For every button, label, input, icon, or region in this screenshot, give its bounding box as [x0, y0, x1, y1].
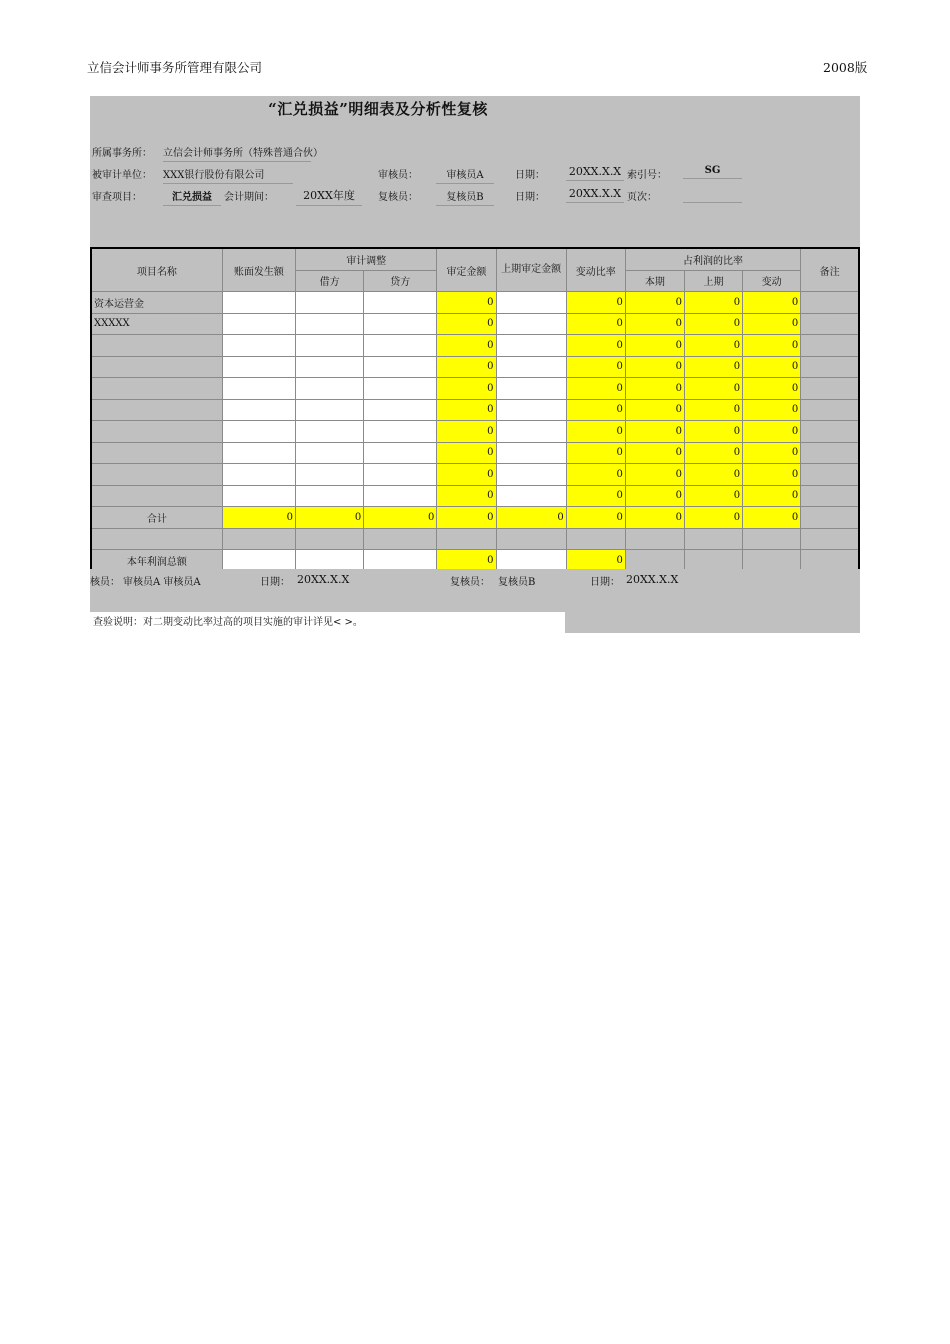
total-credit: 0	[364, 507, 437, 529]
diff-ratio-cell: 0	[743, 485, 801, 507]
total-book: 0	[222, 507, 295, 529]
index-label: 索引号：	[627, 170, 667, 181]
remark-cell[interactable]	[801, 292, 859, 314]
book-cell[interactable]	[222, 292, 295, 314]
col-header-credit: 贷方	[364, 270, 437, 292]
diff-ratio-cell: 0	[743, 442, 801, 464]
audited-cell: 0	[437, 485, 496, 507]
table-row	[91, 356, 859, 378]
prev-cell[interactable]	[496, 399, 566, 421]
remark-cell[interactable]	[801, 335, 859, 357]
total-label: 合计	[91, 507, 222, 529]
diff-ratio-cell: 0	[743, 292, 801, 314]
firm-value: 立信会计师事务所（特殊普通合伙）	[163, 144, 311, 162]
audited-unit-value: XXX银行股份有限公司	[163, 166, 293, 184]
prev-cell[interactable]	[496, 464, 566, 486]
date-label: 日期：	[515, 170, 545, 181]
cur-ratio-cell: 0	[625, 485, 684, 507]
last-ratio-cell: 0	[684, 399, 742, 421]
diff-ratio-cell: 0	[743, 378, 801, 400]
item-name	[91, 464, 222, 486]
last-ratio-cell: 0	[684, 356, 742, 378]
footer-reviewer-label: 核员：	[90, 577, 120, 588]
table-row	[91, 464, 859, 486]
date2-label: 日期：	[515, 192, 545, 203]
debit-cell[interactable]	[296, 421, 364, 443]
credit-cell[interactable]	[364, 399, 437, 421]
cur-ratio-cell: 0	[625, 442, 684, 464]
table-row	[91, 292, 859, 314]
period-value: 20XX年度	[296, 187, 362, 206]
profit-audited: 0	[437, 550, 496, 572]
item-name	[91, 356, 222, 378]
diff-ratio-cell: 0	[743, 464, 801, 486]
item-name	[91, 378, 222, 400]
col-header-cur: 本期	[625, 270, 684, 292]
cur-ratio-cell: 0	[625, 292, 684, 314]
audited-cell: 0	[437, 292, 496, 314]
rechecker-label: 复核员：	[378, 192, 418, 203]
cur-ratio-cell: 0	[625, 399, 684, 421]
form-title: “汇兑损益”明细表及分析性复核	[268, 100, 488, 118]
change-rate-cell: 0	[566, 421, 625, 443]
diff-ratio-cell: 0	[743, 356, 801, 378]
change-rate-cell: 0	[566, 485, 625, 507]
credit-cell[interactable]	[364, 421, 437, 443]
debit-cell[interactable]	[296, 292, 364, 314]
prev-cell[interactable]	[496, 335, 566, 357]
footer-date2-label: 日期：	[590, 577, 620, 588]
change-rate-cell: 0	[566, 292, 625, 314]
total-remark	[801, 507, 859, 529]
page-value	[683, 188, 742, 203]
blank-row	[91, 528, 859, 550]
total-last: 0	[684, 507, 742, 529]
debit-cell[interactable]	[296, 464, 364, 486]
prev-cell[interactable]	[496, 292, 566, 314]
book-cell[interactable]	[222, 399, 295, 421]
remark-cell[interactable]	[801, 485, 859, 507]
reviewer-value: 审核员A	[436, 166, 494, 184]
col-header-name: 项目名称	[91, 248, 222, 292]
remark-cell[interactable]	[801, 421, 859, 443]
audited-cell: 0	[437, 335, 496, 357]
period-label: 会计期间：	[224, 192, 274, 203]
audited-cell: 0	[437, 421, 496, 443]
last-ratio-cell: 0	[684, 442, 742, 464]
table-row	[91, 378, 859, 400]
last-ratio-cell: 0	[684, 292, 742, 314]
detail-table	[90, 247, 860, 573]
remark-cell[interactable]	[801, 313, 859, 335]
last-ratio-cell: 0	[684, 378, 742, 400]
col-header-change-rate: 变动比率	[566, 248, 625, 292]
last-ratio-cell: 0	[684, 464, 742, 486]
footer-date-value: 20XX.X.X	[297, 573, 350, 586]
cur-ratio-cell: 0	[625, 464, 684, 486]
change-rate-cell: 0	[566, 464, 625, 486]
rechecker-value: 复核员B	[436, 188, 494, 206]
remark-cell[interactable]	[801, 378, 859, 400]
book-cell[interactable]	[222, 356, 295, 378]
footer-rechecker-label: 复核员：	[450, 577, 490, 588]
date-value: 20XX.X.X	[566, 165, 624, 181]
book-cell[interactable]	[222, 485, 295, 507]
debit-cell[interactable]	[296, 442, 364, 464]
table-row	[91, 485, 859, 507]
change-rate-cell: 0	[566, 335, 625, 357]
firm-label: 所属事务所：	[92, 148, 152, 159]
audited-cell: 0	[437, 442, 496, 464]
book-cell[interactable]	[222, 421, 295, 443]
prev-cell[interactable]	[496, 442, 566, 464]
prev-cell[interactable]	[496, 421, 566, 443]
item-name	[91, 399, 222, 421]
cur-ratio-cell: 0	[625, 335, 684, 357]
audited-cell: 0	[437, 464, 496, 486]
profit-rate: 0	[566, 550, 625, 572]
remark-cell[interactable]	[801, 356, 859, 378]
diff-ratio-cell: 0	[743, 421, 801, 443]
total-diff: 0	[743, 507, 801, 529]
prev-cell[interactable]	[496, 313, 566, 335]
book-cell[interactable]	[222, 335, 295, 357]
total-audited: 0	[437, 507, 496, 529]
audited-unit-label: 被审计单位：	[92, 170, 152, 181]
col-header-debit: 借方	[296, 270, 364, 292]
debit-cell[interactable]	[296, 399, 364, 421]
debit-cell[interactable]	[296, 378, 364, 400]
remark-cell[interactable]	[801, 442, 859, 464]
review-note	[90, 612, 565, 633]
page-label: 页次：	[627, 192, 657, 203]
audited-cell: 0	[437, 378, 496, 400]
audit-item-label: 审查项目：	[92, 192, 142, 203]
prev-cell[interactable]	[496, 378, 566, 400]
total-debit: 0	[296, 507, 364, 529]
debit-cell[interactable]	[296, 313, 364, 335]
last-ratio-cell: 0	[684, 485, 742, 507]
credit-cell[interactable]	[364, 313, 437, 335]
prev-cell[interactable]	[496, 485, 566, 507]
audited-cell: 0	[437, 399, 496, 421]
audited-cell: 0	[437, 356, 496, 378]
audit-item-value: 汇兑损益	[163, 188, 221, 206]
total-prev: 0	[496, 507, 566, 529]
company-name: 立信会计师事务所管理有限公司	[87, 60, 263, 75]
book-cell[interactable]	[222, 378, 295, 400]
review-note-text: 查验说明：对二期变动比率过高的项目实施的审计详见< >。	[93, 617, 363, 628]
item-name	[91, 485, 222, 507]
credit-cell[interactable]	[364, 485, 437, 507]
col-header-remark: 备注	[801, 248, 859, 292]
date2-value: 20XX.X.X	[566, 187, 624, 203]
version-label: 2008版	[823, 60, 868, 75]
cur-ratio-cell: 0	[625, 378, 684, 400]
cur-ratio-cell: 0	[625, 313, 684, 335]
reviewer-label: 审核员：	[378, 170, 418, 181]
item-name	[91, 335, 222, 357]
debit-cell[interactable]	[296, 356, 364, 378]
cur-ratio-cell: 0	[625, 421, 684, 443]
credit-cell[interactable]	[364, 356, 437, 378]
diff-ratio-cell: 0	[743, 313, 801, 335]
last-ratio-cell: 0	[684, 313, 742, 335]
col-header-audited: 审定金额	[437, 248, 496, 292]
prev-cell[interactable]	[496, 356, 566, 378]
item-name: 资本运营金	[91, 292, 222, 314]
change-rate-cell: 0	[566, 442, 625, 464]
last-ratio-cell: 0	[684, 421, 742, 443]
cur-ratio-cell: 0	[625, 356, 684, 378]
table-row	[91, 313, 859, 335]
footer-reviewer-value: 审核员A 审核员A	[123, 577, 201, 588]
header-row-1	[91, 248, 859, 270]
credit-cell[interactable]	[364, 442, 437, 464]
credit-cell[interactable]	[364, 335, 437, 357]
change-rate-cell: 0	[566, 313, 625, 335]
total-row	[91, 507, 859, 529]
remark-cell[interactable]	[801, 464, 859, 486]
debit-cell[interactable]	[296, 485, 364, 507]
book-cell[interactable]	[222, 442, 295, 464]
credit-cell[interactable]	[364, 464, 437, 486]
col-header-book: 账面发生额	[222, 248, 295, 292]
diff-ratio-cell: 0	[743, 335, 801, 357]
col-header-adjust: 审计调整	[296, 248, 437, 270]
col-header-profit-ratio: 占利润的比率	[625, 248, 800, 270]
change-rate-cell: 0	[566, 399, 625, 421]
credit-cell[interactable]	[364, 378, 437, 400]
last-ratio-cell: 0	[684, 335, 742, 357]
index-value: SG	[683, 165, 742, 179]
table-row	[91, 399, 859, 421]
note-grey-area	[565, 612, 860, 633]
item-name	[91, 442, 222, 464]
diff-ratio-cell: 0	[743, 399, 801, 421]
profit-label: 本年利润总额	[91, 550, 222, 572]
debit-cell[interactable]	[296, 335, 364, 357]
audited-cell: 0	[437, 313, 496, 335]
book-cell[interactable]	[222, 464, 295, 486]
footer-date-label: 日期：	[260, 577, 290, 588]
footer-rechecker-value: 复核员B	[498, 577, 536, 588]
table-row	[91, 421, 859, 443]
col-header-prev: 上期审定金额	[496, 248, 566, 292]
table-row	[91, 335, 859, 357]
item-name: XXXXX	[91, 313, 222, 335]
change-rate-cell: 0	[566, 356, 625, 378]
table-row	[91, 442, 859, 464]
worksheet	[90, 96, 860, 634]
col-header-last: 上期	[684, 270, 742, 292]
book-cell[interactable]	[222, 313, 295, 335]
remark-cell[interactable]	[801, 399, 859, 421]
total-rate: 0	[566, 507, 625, 529]
item-name	[91, 421, 222, 443]
change-rate-cell: 0	[566, 378, 625, 400]
footer-date2-value: 20XX.X.X	[626, 573, 679, 586]
total-cur: 0	[625, 507, 684, 529]
credit-cell[interactable]	[364, 292, 437, 314]
col-header-diff: 变动	[743, 270, 801, 292]
